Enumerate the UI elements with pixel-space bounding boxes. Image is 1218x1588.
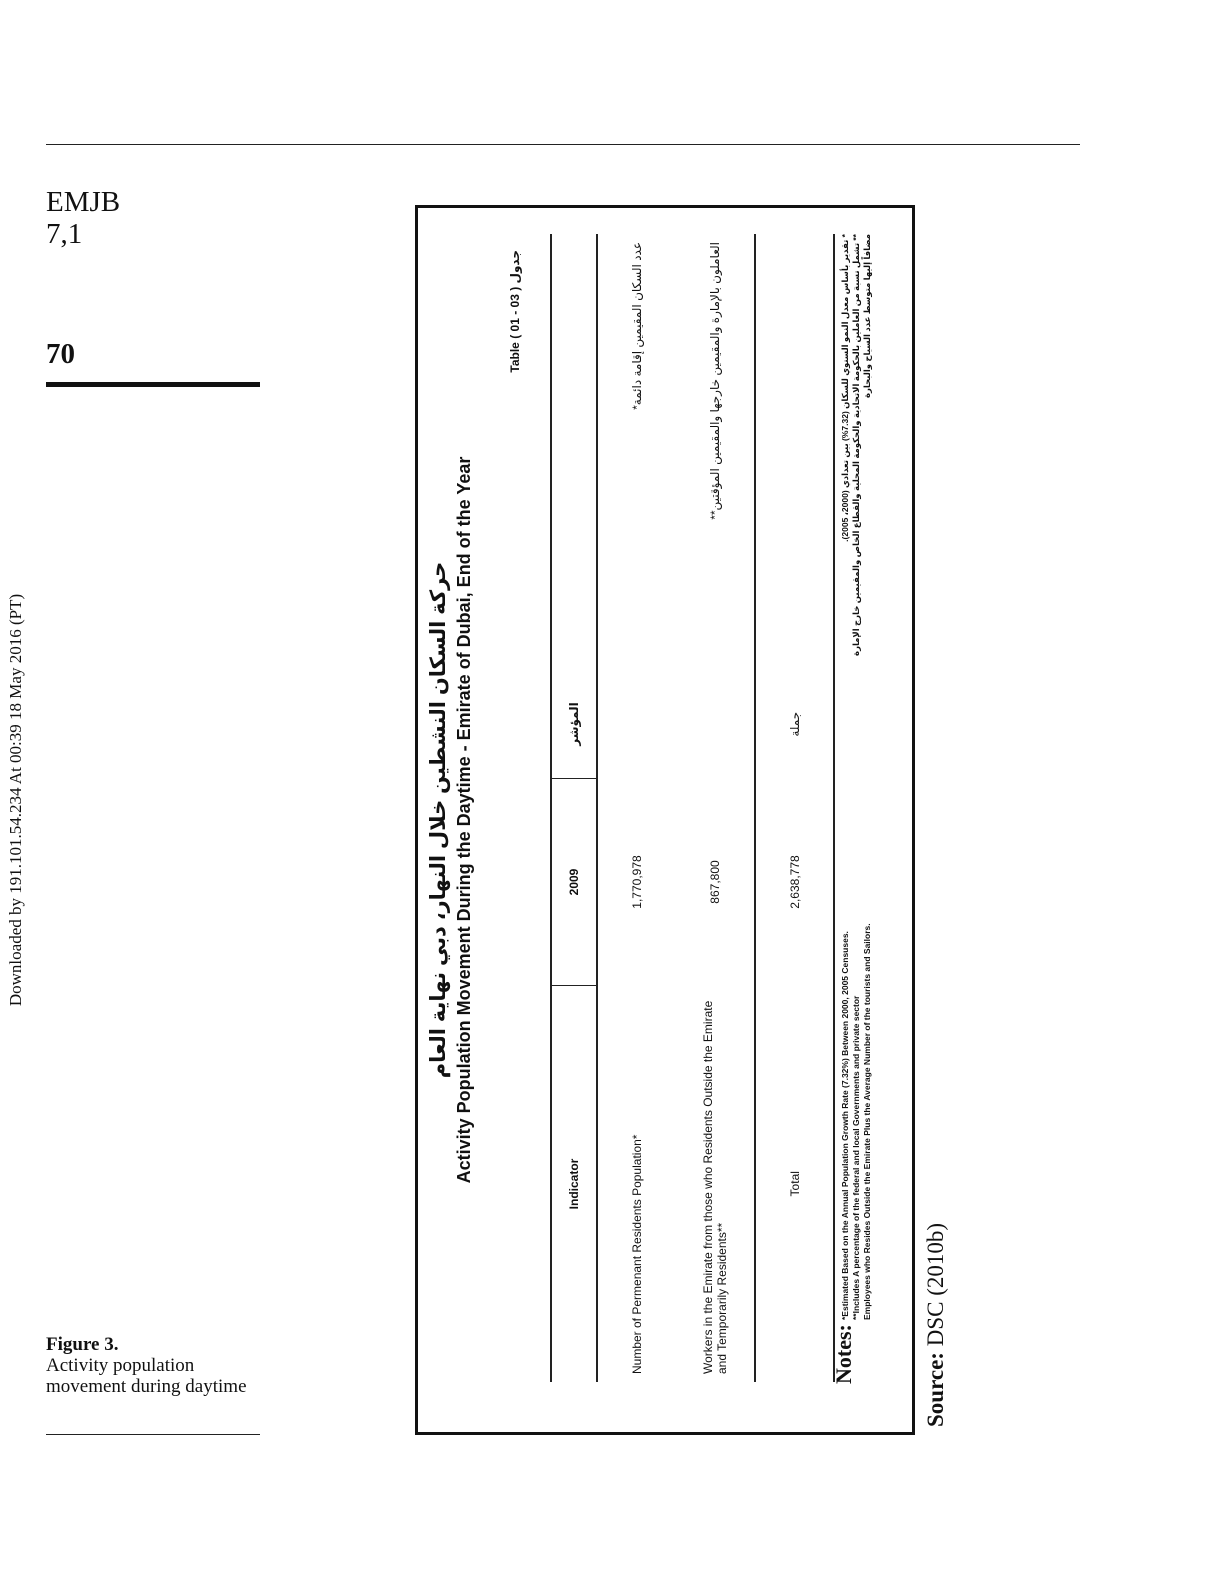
notes-label: Notes: bbox=[831, 1324, 856, 1384]
note-line: Employees who Resides Outside the Emirate Plus the Average Number of the tourists and Sailors. bbox=[862, 923, 872, 1320]
figure-title-english: Activity Population Movement During the Daytime - Emirate of Dubai, End of the Year bbox=[454, 456, 474, 1184]
row-value: 1,770,978 bbox=[630, 855, 644, 909]
header-year: 2009 bbox=[551, 779, 597, 986]
top-rule bbox=[46, 144, 1080, 145]
source-label: Source: bbox=[923, 1352, 948, 1427]
notes-arabic bbox=[840, 234, 873, 774]
row-indicator: Total bbox=[755, 986, 834, 1383]
note-line: * تقدير بأساس معدل النمو السنوي للسكان (7.32%) بين تعدادي (2000، 2005). bbox=[840, 234, 850, 542]
figure-frame bbox=[415, 205, 915, 1435]
row-value: 2,638,778 bbox=[755, 779, 834, 986]
population-table bbox=[550, 234, 835, 1382]
caption-rule bbox=[46, 1434, 260, 1435]
header-blank bbox=[551, 234, 597, 670]
row-indicator: Workers in the Emirate from those who Residents Outside the Emirate and Temporarily Residents** bbox=[701, 1000, 729, 1374]
table-reference: Table ( 01 - 03 ) جدول bbox=[508, 250, 522, 373]
journal-volume: 7,1 bbox=[46, 218, 83, 250]
row-value: 867,800 bbox=[708, 860, 722, 904]
notes-english bbox=[840, 730, 873, 1320]
table-row bbox=[597, 234, 676, 1382]
note-line: **Includes A percentage of the federal and local Governments and private sector bbox=[851, 995, 861, 1320]
table-row bbox=[676, 234, 755, 1382]
note-line: ** تشمل نسبة من العاملين بالحكومة الاتحادية والحكومة المحلية والقطاع الخاص والمقيمين خارج الإمارة bbox=[851, 234, 861, 656]
header-indicator-arabic: المؤشر bbox=[551, 670, 597, 779]
source-text: DSC (2010b) bbox=[923, 1222, 948, 1347]
header-indicator: Indicator bbox=[551, 986, 597, 1383]
row-indicator-arabic: عدد السكان المقيمين إقامة دائمة* bbox=[630, 242, 644, 410]
figure bbox=[415, 205, 948, 1435]
row-indicator-arabic: العاملون بالإمارة والمقيمين خارجها والمقيمين المؤقتين** bbox=[708, 242, 722, 520]
table-header-row bbox=[551, 234, 597, 1382]
figure-title-arabic: حركة السكان النشطين خلال النهار، دبي نهاية العام bbox=[427, 561, 450, 1079]
row-indicator: Number of Permenant Residents Population* bbox=[630, 1134, 644, 1374]
figure-caption bbox=[46, 1334, 260, 1397]
page-number: 70 bbox=[46, 338, 75, 370]
journal-id bbox=[46, 186, 120, 250]
figure-rotated-content bbox=[415, 205, 948, 1435]
download-note: Downloaded by 191.101.54.234 At 00:39 18 May 2016 (PT) bbox=[6, 593, 25, 1007]
row-indicator-arabic: جملة bbox=[755, 670, 834, 779]
figure-label: Figure 3. bbox=[46, 1334, 119, 1355]
figure-source bbox=[923, 1223, 949, 1427]
figure-caption-text: Activity population movement during daytime bbox=[46, 1355, 247, 1397]
note-line: *Estimated Based on the Annual Population Growth Rate (7.32%) Between 2000, 2005 Censuses. bbox=[840, 931, 850, 1320]
note-line: مضافاً إليها متوسط عدد السياح والبحارة bbox=[862, 234, 872, 399]
journal-name: EMJB bbox=[46, 186, 121, 218]
table-row-total bbox=[755, 234, 834, 1382]
page-number-rule bbox=[46, 382, 260, 387]
